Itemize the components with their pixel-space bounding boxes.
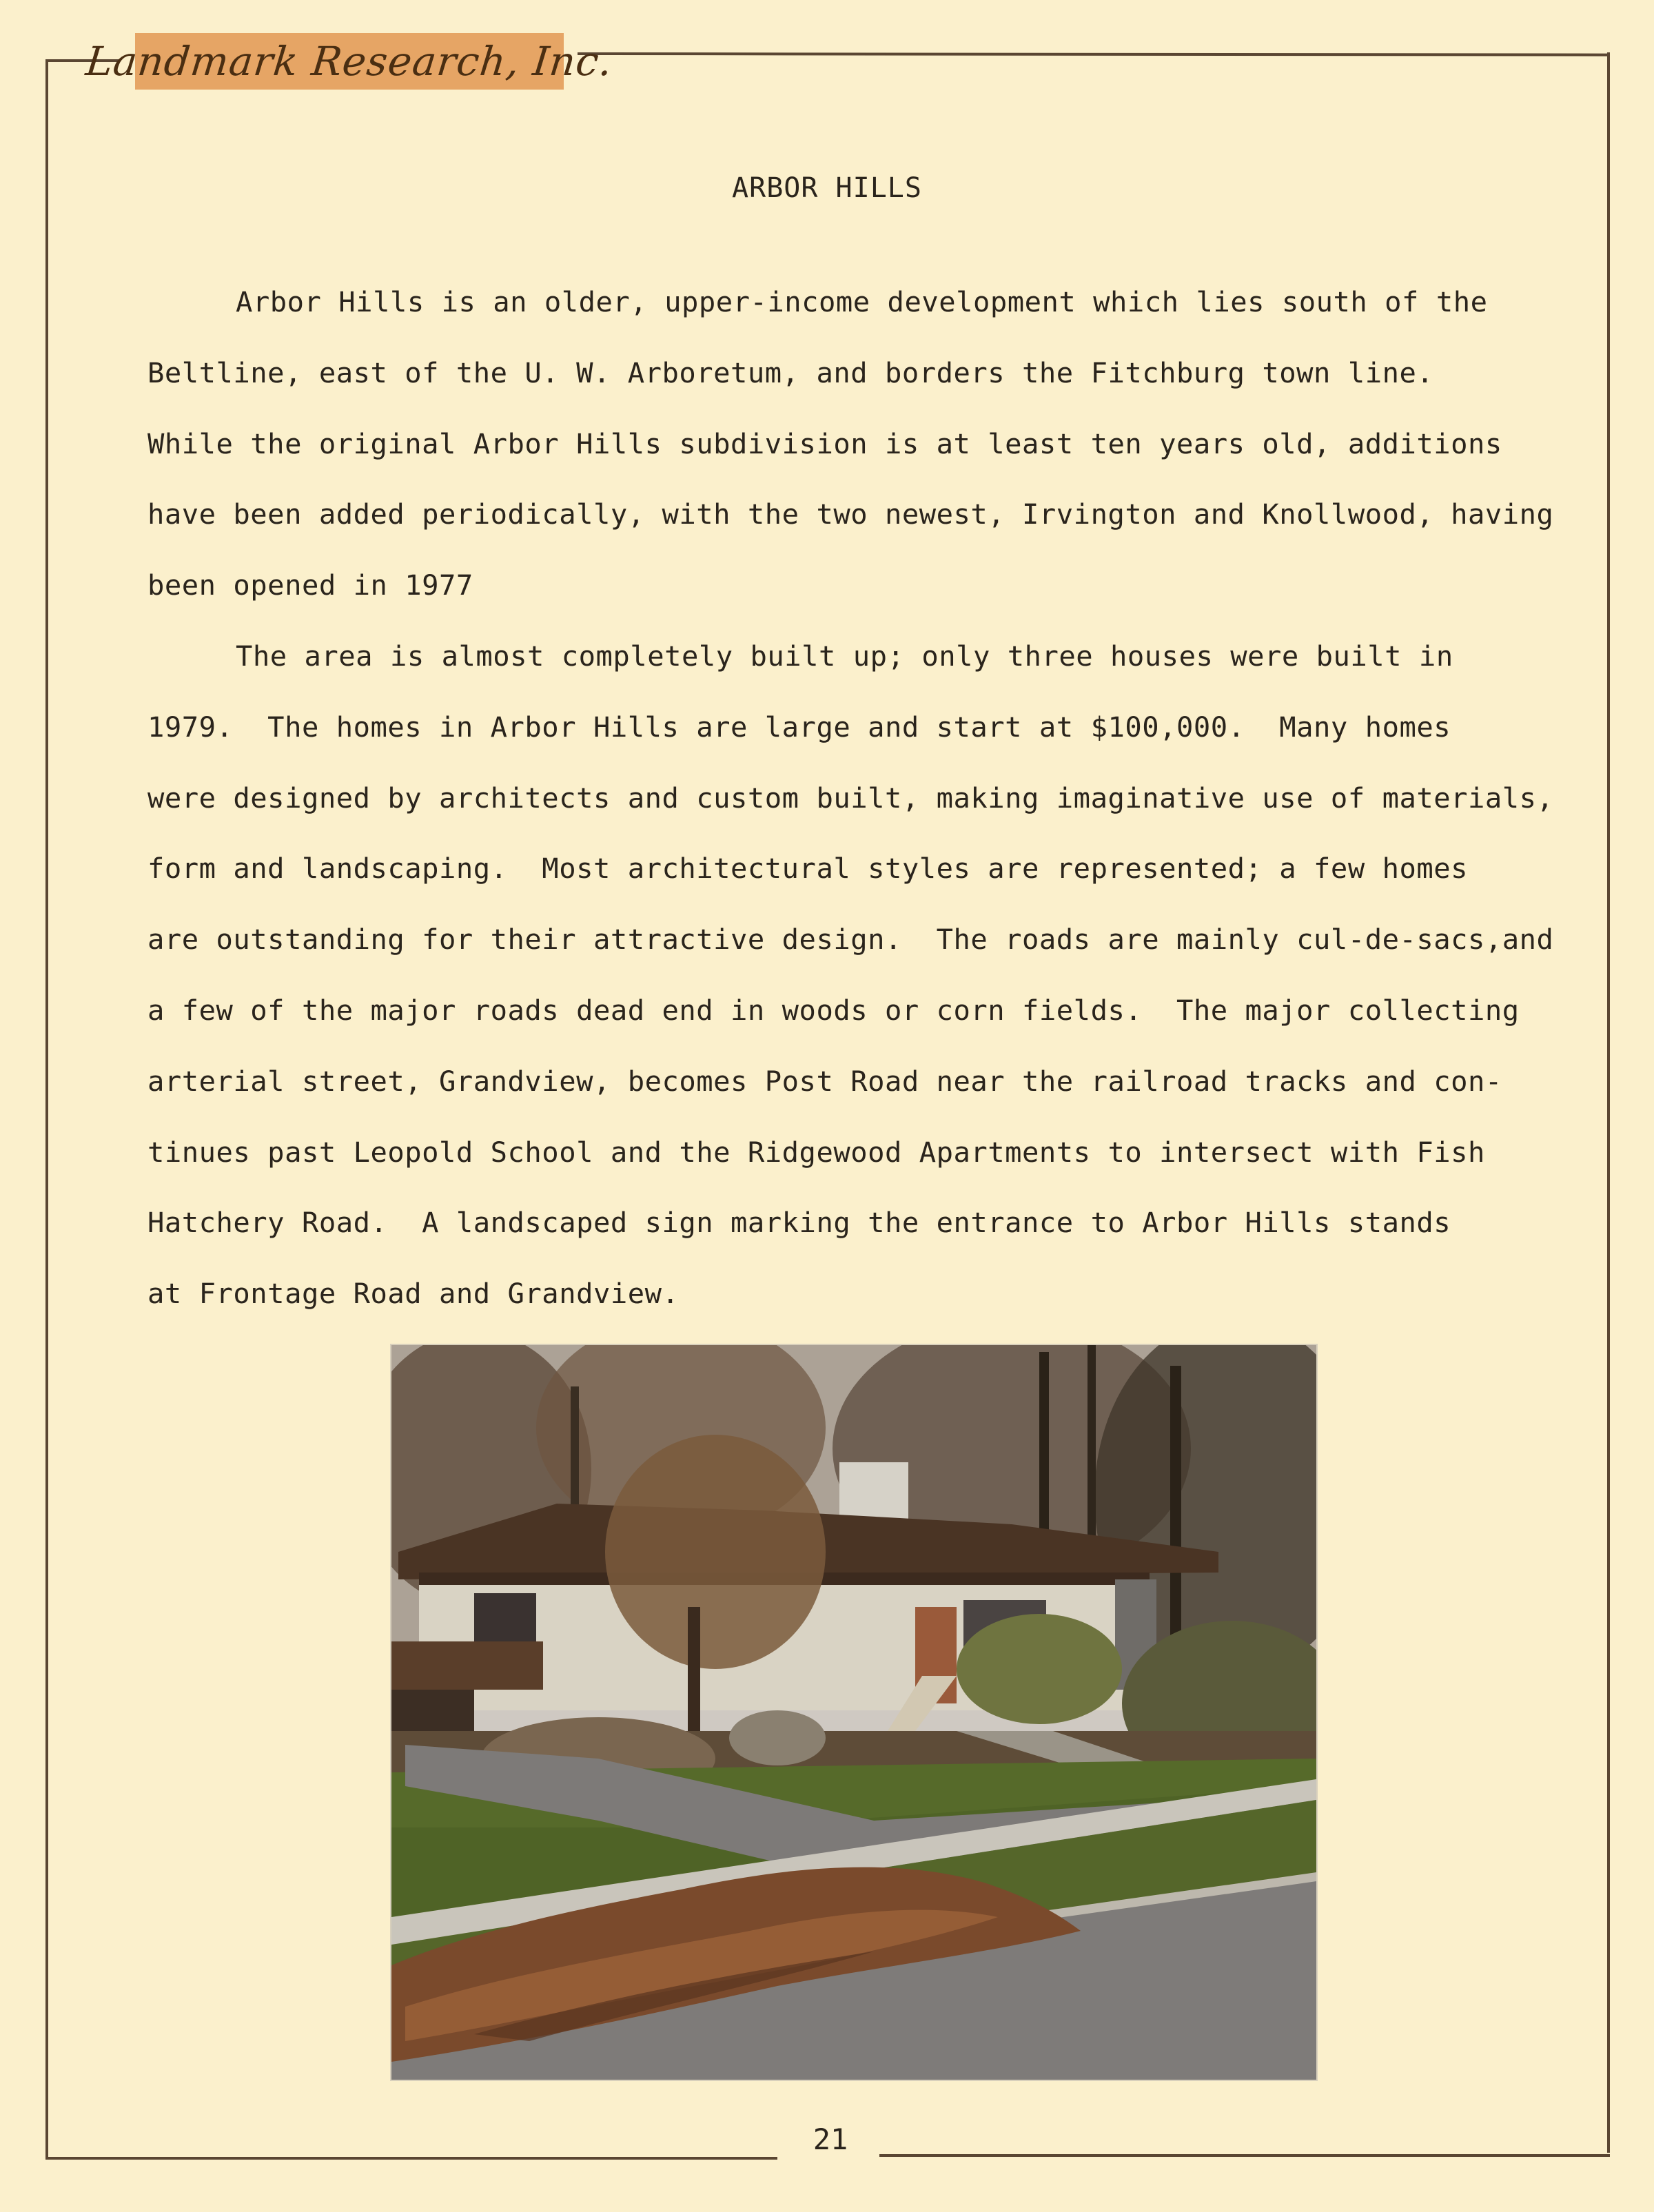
page-number: 21 xyxy=(813,2122,848,2156)
frame-bottom-right-line xyxy=(879,2154,1610,2157)
text-line: are outstanding for their attractive design. The roads are mainly cul-de-sacs,and xyxy=(147,923,1554,956)
text-line: form and landscaping. Most architectural styles are represented; a few homes xyxy=(147,852,1468,885)
house-photo-image xyxy=(391,1345,1316,2080)
text-line: While the original Arbor Hills subdivision is at least ten years old, additions xyxy=(147,427,1502,460)
frame-bottom-left-line xyxy=(45,2157,777,2160)
text-line: Hatchery Road. A landscaped sign marking the entrance to Arbor Hills stands xyxy=(147,1206,1451,1240)
text-line: been opened in 1977 xyxy=(147,569,473,602)
text-line: tinues past Leopold School and the Ridgewood Apartments to intersect with Fish xyxy=(147,1135,1485,1169)
text-line: a few of the major roads dead end in woods or corn fields. The major collecting xyxy=(147,993,1520,1027)
house-photo xyxy=(390,1344,1318,2081)
letterhead-text: Landmark Research, Inc. xyxy=(83,38,615,85)
text-line: at Frontage Road and Grandview. xyxy=(147,1277,680,1311)
text-line: arterial street, Grandview, becomes Post Road near the railroad tracks and con- xyxy=(147,1064,1502,1098)
text-line: Beltline, east of the U. W. Arboretum, and borders the Fitchburg town line. xyxy=(147,356,1434,389)
frame-left-line xyxy=(45,59,48,2158)
text-line: 1979. The homes in Arbor Hills are large and start at $100,000. Many homes xyxy=(147,710,1451,744)
page-title: ARBOR HILLS xyxy=(732,172,922,204)
text-line: Arbor Hills is an older, upper-income development which lies south of the xyxy=(236,285,1488,318)
text-line: were designed by architects and custom built, making imaginative use of materials, xyxy=(147,781,1554,815)
body-text xyxy=(147,277,1609,1340)
frame-top-right-line xyxy=(578,52,1610,57)
text-line: The area is almost completely built up; only three houses were built in xyxy=(236,639,1453,673)
letterhead-label xyxy=(83,33,615,90)
text-line: have been added periodically, with the two newest, Irvington and Knollwood, having xyxy=(147,498,1554,531)
